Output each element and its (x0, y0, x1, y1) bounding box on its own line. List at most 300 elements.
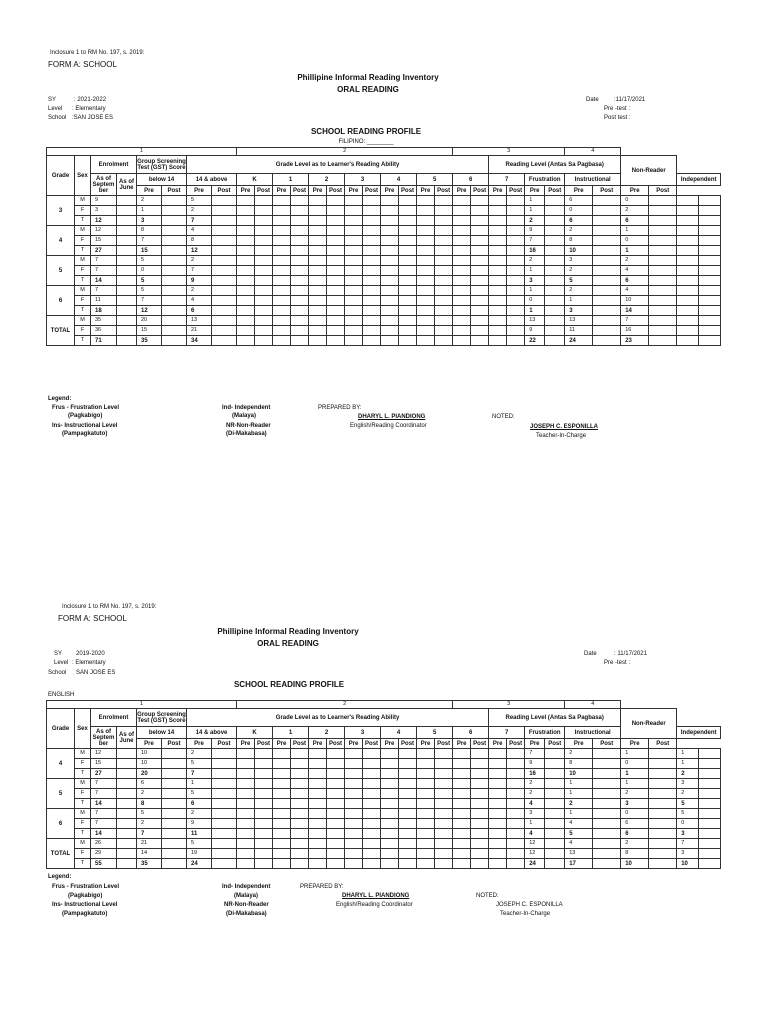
grade-level-cell (471, 759, 489, 769)
independent-pre-cell: 1 (621, 749, 649, 759)
enrolment-cell: 7 (91, 256, 117, 266)
grade-level-cell (489, 799, 507, 809)
grade-level-2-header: 2 (309, 727, 345, 739)
independent-pre-cell: 10 (621, 859, 649, 869)
frustration-pre-cell: 1 (525, 266, 545, 276)
legend-ins-sub: (Pampagkatuto) (62, 431, 108, 437)
post-header: Post (363, 739, 381, 749)
grade-level-cell (273, 849, 291, 859)
nonreader-post-cell (699, 286, 721, 296)
noted-label: NOTED: (492, 414, 515, 420)
independent-post-cell (649, 316, 677, 326)
pre-header: Pre (565, 739, 593, 749)
enrolment-cell: 71 (91, 336, 117, 346)
grade-level-cell (309, 246, 327, 256)
grade-level-cell (345, 246, 363, 256)
instructional-pre-cell: 3 (565, 306, 593, 316)
nonreader-post-cell (699, 779, 721, 789)
frustration-pre-cell: 1 (525, 306, 545, 316)
sex-cell: T (75, 216, 91, 226)
gst-below14-post-cell (162, 266, 187, 276)
grade-level-cell (471, 749, 489, 759)
grade-level-cell (237, 839, 255, 849)
frustration-pre-cell: 4 (525, 829, 545, 839)
gst-above14-pre-cell: 7 (187, 266, 212, 276)
grade-level-cell (381, 809, 399, 819)
doc-title: Phillipine Informal Reading Inventory (217, 627, 359, 636)
gst-below14-pre-cell: 15 (137, 246, 162, 256)
independent-pre-cell: 2 (621, 839, 649, 849)
gst-above14-pre-cell: 5 (187, 789, 212, 799)
gst-above14-post-cell (212, 779, 237, 789)
table-row (47, 276, 721, 286)
sex-cell: M (75, 196, 91, 206)
grade-level-7-header: 7 (489, 727, 525, 739)
grade-level-cell (273, 266, 291, 276)
grade-level-cell (507, 749, 525, 759)
enrolment-june-cell (117, 819, 137, 829)
independent-post-cell (649, 809, 677, 819)
legend-label: Legend: (48, 874, 72, 880)
grade-level-cell (489, 859, 507, 869)
form-label: FORM A: SCHOOL (48, 60, 117, 69)
enrolment-june-cell (117, 759, 137, 769)
grade-level-cell (327, 759, 345, 769)
grade-level-cell (291, 749, 309, 759)
instructional-pre-cell: 17 (565, 859, 593, 869)
enrolment-cell: 12 (91, 216, 117, 226)
legend-nr-sub: (Di-Makabasa) (226, 911, 267, 917)
grade-level-cell (273, 226, 291, 236)
independent-pre-cell: 6 (621, 276, 649, 286)
grade-level-cell (255, 859, 273, 869)
prepared-by-label: PREPARED BY: (318, 405, 362, 411)
gst-below14-post-cell (162, 216, 187, 226)
grade-level-cell (507, 859, 525, 869)
grade-level-cell (327, 809, 345, 819)
enrolment-cell: 12 (91, 749, 117, 759)
enrolment-cell: 29 (91, 849, 117, 859)
sex-cell: M (75, 316, 91, 326)
grade-level-cell (309, 839, 327, 849)
independent-post-cell (649, 336, 677, 346)
grade-level-cell (435, 246, 453, 256)
grade-level-cell (291, 306, 309, 316)
post-header: Post (545, 739, 565, 749)
grade-level-cell (327, 336, 345, 346)
instructional-pre-cell: 13 (565, 316, 593, 326)
sy-value: 2019-2020 (76, 651, 105, 657)
nonreader-pre-cell (677, 216, 699, 226)
nonreader-pre-cell (677, 306, 699, 316)
grade-level-3-header: 3 (345, 727, 381, 739)
grade-level-cell (309, 326, 327, 336)
sy-label: SY (48, 97, 57, 103)
sex-cell: M (75, 779, 91, 789)
grade-level-cell (435, 809, 453, 819)
grade-level-cell (453, 799, 471, 809)
post-header: Post (162, 739, 187, 749)
grade-level-cell (399, 316, 417, 326)
nonreader-pre-cell (677, 246, 699, 256)
grade-level-cell (363, 236, 381, 246)
nonreader-post-cell (699, 789, 721, 799)
grade-level-cell (273, 326, 291, 336)
grade-level-cell (381, 246, 399, 256)
gst-above14-post-cell (212, 759, 237, 769)
grade-level-cell (507, 256, 525, 266)
grade-level-cell (345, 849, 363, 859)
grade-level-cell (345, 779, 363, 789)
grade-level-cell (273, 286, 291, 296)
grade-level-cell (453, 779, 471, 789)
frustration-post-cell (545, 849, 565, 859)
instructional-pre-cell: 2 (565, 266, 593, 276)
gst-below14-post-cell (162, 286, 187, 296)
grade-level-cell (327, 749, 345, 759)
nonreader-post-cell (699, 276, 721, 286)
grade-level-cell (507, 216, 525, 226)
grade-level-cell (255, 256, 273, 266)
enrolment-header: Enrolment (91, 709, 137, 727)
grade-level-cell (399, 789, 417, 799)
gst-above14-post-cell (212, 256, 237, 266)
doc-title: Phillipine Informal Reading Inventory (297, 73, 439, 82)
grade-level-cell (453, 276, 471, 286)
gst-above14-pre-cell: 2 (187, 286, 212, 296)
grade-level-cell (453, 266, 471, 276)
instructional-pre-cell: 2 (565, 226, 593, 236)
frustration-post-cell (545, 226, 565, 236)
grade-level-cell (489, 196, 507, 206)
enrolment-june-cell (117, 829, 137, 839)
grade-level-cell (273, 839, 291, 849)
grade-level-cell (327, 829, 345, 839)
nonreader-post-cell (699, 226, 721, 236)
nonreader-pre-cell (677, 256, 699, 266)
grade-level-cell (363, 769, 381, 779)
gst-below14-pre-cell: 7 (137, 296, 162, 306)
grade-level-cell (399, 326, 417, 336)
nonreader-pre-cell: 3 (677, 779, 699, 789)
table-row (47, 849, 721, 859)
grade-level-cell (417, 779, 435, 789)
independent-post-cell (649, 829, 677, 839)
grade-level-cell (417, 326, 435, 336)
independent-post-cell (649, 839, 677, 849)
grade-level-cell (291, 859, 309, 869)
reading-profile-table (46, 147, 721, 346)
sex-cell: T (75, 306, 91, 316)
gst-above14-post-cell (212, 246, 237, 256)
gst-above14-pre-cell: 4 (187, 296, 212, 306)
gst-below14-pre-cell: 3 (137, 216, 162, 226)
grade-level-cell (291, 196, 309, 206)
grade-level-cell (291, 206, 309, 216)
grade-level-cell (273, 296, 291, 306)
grade-level-cell (291, 326, 309, 336)
grade-level-cell (273, 336, 291, 346)
gst-below14-post-cell (162, 296, 187, 306)
sex-cell: F (75, 266, 91, 276)
frustration-post-cell (545, 839, 565, 849)
sex-cell: F (75, 326, 91, 336)
grade-level-cell (417, 196, 435, 206)
grade-level-cell (327, 196, 345, 206)
grade-level-cell (363, 196, 381, 206)
instructional-post-cell (593, 326, 621, 336)
instructional-pre-cell: 3 (565, 256, 593, 266)
gst-below14-post-cell (162, 839, 187, 849)
grade-level-cell (471, 206, 489, 216)
grade-level-cell (507, 206, 525, 216)
frustration-post-cell (545, 246, 565, 256)
gst-below14-post-cell (162, 336, 187, 346)
frustration-pre-cell: 2 (525, 216, 545, 226)
gst-above14-post-cell (212, 216, 237, 226)
grade-level-cell (363, 256, 381, 266)
grade-level-cell (417, 256, 435, 266)
grade-level-cell (327, 246, 345, 256)
frustration-pre-cell: 22 (525, 336, 545, 346)
frustration-pre-cell: 3 (525, 276, 545, 286)
gst-below14-pre-cell: 8 (137, 799, 162, 809)
grade-level-cell (489, 829, 507, 839)
enrolment-june-cell (117, 196, 137, 206)
grade-level-cell (417, 246, 435, 256)
grade-level-cell (453, 819, 471, 829)
gst-above14-pre-cell: 12 (187, 246, 212, 256)
grade-level-cell (435, 326, 453, 336)
pretest-label: Pre -test : (604, 106, 631, 112)
gst-below14-pre-cell: 5 (137, 256, 162, 266)
grade-level-cell (507, 306, 525, 316)
instructional-post-cell (593, 276, 621, 286)
legend-nr-sub: (Di-Makabasa) (226, 431, 267, 437)
nonreader-post-cell (699, 326, 721, 336)
grade-level-cell (381, 789, 399, 799)
legend-nr: NR-Non-Reader (226, 423, 271, 429)
grade-level-cell (345, 316, 363, 326)
grade-level-cell (363, 849, 381, 859)
grade-level-cell (471, 226, 489, 236)
legend-ins-sub: (Pampagkatuto) (62, 911, 108, 917)
pre-header: Pre (309, 186, 327, 196)
independent-header: Independent (677, 727, 721, 739)
grade-level-cell (417, 276, 435, 286)
as-of-june-header: As of June (117, 174, 137, 196)
legend-frus-sub: (Pagkabigo) (68, 893, 103, 899)
instructional-pre-cell: 2 (565, 749, 593, 759)
grade-level-cell (417, 829, 435, 839)
grade-level-cell (417, 789, 435, 799)
enrolment-cell: 35 (91, 316, 117, 326)
grade-level-cell (273, 799, 291, 809)
frustration-post-cell (545, 749, 565, 759)
independent-post-cell (649, 779, 677, 789)
pre-header: Pre (621, 739, 649, 749)
gst-below14-pre-cell: 2 (137, 819, 162, 829)
grade-level-cell (471, 799, 489, 809)
grade-level-cell (507, 829, 525, 839)
grade-level-cell (327, 799, 345, 809)
table-row (47, 246, 721, 256)
independent-pre-cell: 1 (621, 779, 649, 789)
grade-level-cell (363, 789, 381, 799)
pre-header: Pre (453, 739, 471, 749)
grade-level-cell (381, 769, 399, 779)
grade-level-cell (345, 276, 363, 286)
grade-level-cell (417, 286, 435, 296)
group-header-row (47, 156, 721, 174)
grade-cell: 5 (47, 779, 75, 809)
below-14-header: below 14 (137, 727, 187, 739)
doc-subtitle: ORAL READING (337, 85, 399, 94)
grade-level-cell (255, 336, 273, 346)
sex-cell: F (75, 296, 91, 306)
independent-pre-cell: 0 (621, 809, 649, 819)
table-row (47, 216, 721, 226)
table-row (47, 306, 721, 316)
grade-level-cell (309, 749, 327, 759)
enrolment-cell: 15 (91, 759, 117, 769)
frustration-pre-cell: 13 (525, 316, 545, 326)
enrolment-june-cell (117, 316, 137, 326)
grade-level-cell (417, 206, 435, 216)
instructional-post-cell (593, 759, 621, 769)
grade-level-cell (273, 246, 291, 256)
grade-level-cell (363, 316, 381, 326)
grade-level-cell (345, 296, 363, 306)
grade-level-cell (309, 206, 327, 216)
independent-pre-cell: 2 (621, 789, 649, 799)
gst-below14-post-cell (162, 809, 187, 819)
sex-cell: T (75, 829, 91, 839)
grade-level-cell (255, 316, 273, 326)
grade-level-cell (453, 849, 471, 859)
grade-level-cell (273, 306, 291, 316)
nonreader-pre-cell (677, 226, 699, 236)
table-row (47, 789, 721, 799)
nonreader-post-cell (699, 819, 721, 829)
grade-level-cell (291, 849, 309, 859)
instructional-pre-cell: 4 (565, 839, 593, 849)
grade-level-cell (381, 296, 399, 306)
independent-pre-cell: 8 (621, 849, 649, 859)
level-label: Level (54, 660, 69, 666)
gst-below14-pre-cell: 10 (137, 749, 162, 759)
frustration-post-cell (545, 809, 565, 819)
grade-level-cell (273, 236, 291, 246)
independent-post-cell (649, 226, 677, 236)
grade-level-cell (453, 206, 471, 216)
grade-level-cell (435, 819, 453, 829)
instructional-post-cell (593, 799, 621, 809)
pre-header: Pre (381, 186, 399, 196)
grade-level-cell (489, 276, 507, 286)
pre-header: Pre (565, 186, 593, 196)
post-header: Post (327, 186, 345, 196)
grade-level-cell (327, 296, 345, 306)
grade-level-cell (237, 799, 255, 809)
grade-level-cell (507, 779, 525, 789)
nonreader-pre-cell: 0 (677, 819, 699, 829)
grade-level-cell (309, 789, 327, 799)
grade-level-cell (489, 849, 507, 859)
grade-level-cell (363, 206, 381, 216)
level-value: : Elementary (72, 660, 106, 666)
frustration-post-cell (545, 859, 565, 869)
independent-post-cell (649, 296, 677, 306)
grade-level-cell (237, 829, 255, 839)
table-row (47, 256, 721, 266)
independent-pre-cell: 23 (621, 336, 649, 346)
grade-level-cell (237, 226, 255, 236)
gst-above14-post-cell (212, 276, 237, 286)
grade-level-header: Grade Level as to Learner's Reading Ability (187, 156, 489, 174)
grade-level-cell (399, 799, 417, 809)
table-row (47, 326, 721, 336)
grade-level-cell (399, 296, 417, 306)
grade-level-cell (471, 789, 489, 799)
grade-level-cell (453, 789, 471, 799)
grade-level-cell (507, 276, 525, 286)
sy-value: : 2021-2022 (74, 97, 107, 103)
grade-level-cell (309, 759, 327, 769)
grade-level-cell (309, 266, 327, 276)
grade-level-cell (237, 326, 255, 336)
gst-above14-pre-cell: 13 (187, 316, 212, 326)
grade-level-cell (363, 839, 381, 849)
post-header: Post (255, 186, 273, 196)
grade-level-cell (363, 286, 381, 296)
grade-level-cell (327, 839, 345, 849)
grade-level-cell (381, 206, 399, 216)
independent-post-cell (649, 759, 677, 769)
pre-header: Pre (417, 186, 435, 196)
gst-above14-pre-cell: 24 (187, 859, 212, 869)
gst-below14-pre-cell: 1 (137, 206, 162, 216)
section-3: 3 (453, 148, 565, 156)
head-name: JOSEPH C. ESPONILLA (530, 424, 599, 430)
independent-post-cell (649, 276, 677, 286)
grade-level-cell (309, 336, 327, 346)
grade-level-cell (507, 286, 525, 296)
nonreader-post-cell (699, 316, 721, 326)
grade-cell: 6 (47, 286, 75, 316)
grade-level-cell (345, 749, 363, 759)
enrolment-cell: 7 (91, 266, 117, 276)
grade-level-cell (291, 216, 309, 226)
sex-cell: F (75, 849, 91, 859)
grade-level-cell (273, 206, 291, 216)
gst-below14-pre-cell: 15 (137, 326, 162, 336)
grade-level-cell (453, 236, 471, 246)
frustration-pre-cell: 9 (525, 759, 545, 769)
enrolment-june-cell (117, 809, 137, 819)
grade-level-cell (237, 306, 255, 316)
grade-level-cell (237, 809, 255, 819)
grade-level-cell (363, 799, 381, 809)
instructional-post-cell (593, 256, 621, 266)
grade-level-cell (489, 256, 507, 266)
as-of-june-header: As of June (117, 727, 137, 749)
grade-cell: TOTAL (47, 316, 75, 346)
gst-below14-post-cell (162, 749, 187, 759)
grade-level-cell (417, 839, 435, 849)
grade-level-cell (417, 799, 435, 809)
grade-level-cell (309, 256, 327, 266)
